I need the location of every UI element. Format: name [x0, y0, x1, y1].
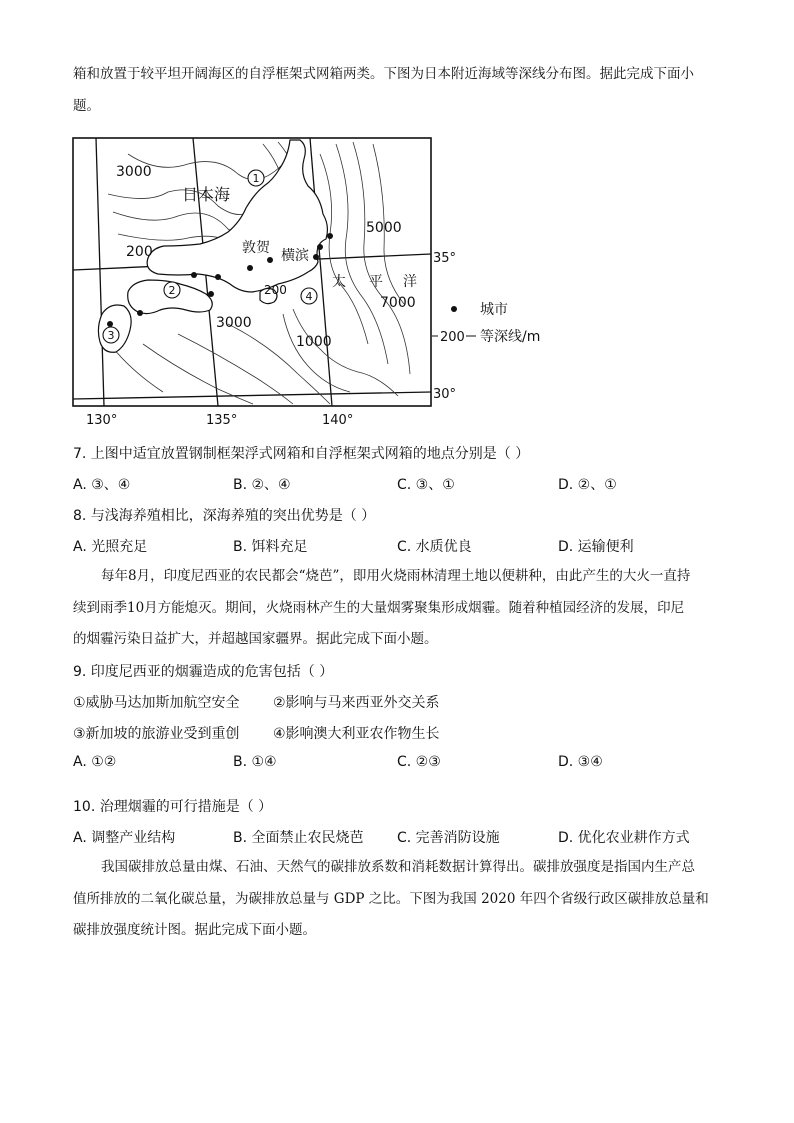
q9-item-1: ①威胁马达加斯加航空安全	[73, 695, 240, 711]
q7-option-a[interactable]: A. ③、④	[73, 477, 131, 493]
lon-label-140: 140°	[322, 413, 354, 428]
passage2-line-1: 每年8月，印度尼西亚的农民都会“烧芭”，即用火烧雨林清理土地以便耕种，由此产生的大火一直持	[101, 568, 691, 584]
city-label-yokohama: 横滨	[281, 248, 309, 264]
q9-item-3: ③新加坡的旅游业受到重创	[73, 726, 240, 742]
marker-3-label: 3	[107, 329, 115, 342]
city-dot	[317, 244, 323, 250]
depth-label-1000: 1000	[296, 334, 332, 350]
q8-stem: 8. 与浅海养殖相比，深海养殖的突出优势是（ ）	[73, 508, 376, 524]
pacific-char-1: 太	[332, 274, 346, 290]
q10-stem: 10. 治理烟霾的可行措施是（ ）	[73, 799, 273, 815]
legend-isobath-label: 等深线/m	[480, 329, 541, 345]
pacific-char-3: 洋	[403, 274, 417, 290]
q10-option-b[interactable]: B. 全面禁止农民烧芭	[233, 830, 364, 846]
q10-option-c[interactable]: C. 完善消防设施	[397, 830, 500, 846]
japan-isobath-map	[68, 134, 468, 429]
depth-label-5000: 5000	[366, 220, 402, 236]
q10-option-a[interactable]: A. 调整产业结构	[73, 830, 176, 846]
marker-4-label: 4	[305, 290, 313, 303]
meridian-140	[310, 138, 332, 406]
passage2-line-2: 续到雨季10月方能熄灭。期间，火烧雨林产生的大量烟雾聚集形成烟霾。随着种植园经济的发展，印尼	[73, 600, 685, 616]
legend-city-label: 城市	[480, 302, 508, 318]
depth-label-200-north: 200	[126, 244, 153, 260]
q9-option-d[interactable]: D. ③④	[558, 754, 603, 770]
q9-stem: 9. 印度尼西亚的烟霾造成的危害包括（ ）	[73, 664, 334, 680]
city-dot	[137, 310, 143, 316]
depth-label-200-south: 200	[264, 283, 287, 297]
city-dot	[247, 265, 253, 271]
q9-option-a[interactable]: A. ①②	[73, 754, 117, 770]
lat-label-35: 35°	[433, 251, 457, 266]
city-dot	[208, 291, 214, 297]
map-legend	[430, 296, 570, 350]
q8-option-d[interactable]: D. 运输便利	[558, 539, 634, 555]
city-dot	[313, 254, 319, 260]
depth-label-3000-south: 3000	[216, 315, 252, 331]
q9-item-2: ②影响与马来西亚外交关系	[273, 695, 440, 711]
city-dot	[107, 321, 113, 327]
legend-isobath-value: 200	[440, 330, 465, 345]
meridian-130	[96, 138, 104, 406]
depth-label-7000: 7000	[380, 295, 416, 311]
q8-option-b[interactable]: B. 饵料充足	[233, 539, 308, 555]
q7-option-c[interactable]: C. ③、①	[397, 477, 455, 493]
passage3-line-3: 碳排放强度统计图。据此完成下面小题。	[73, 922, 316, 938]
city-dot	[191, 272, 197, 278]
lon-label-130: 130°	[86, 413, 118, 428]
intro-line-1: 箱和放置于较平坦开阔海区的自浮框架式网箱两类。下图为日本附近海域等深线分布图。据此完成下面小	[73, 66, 694, 82]
passage3-line-1: 我国碳排放总量由煤、石油、天然气的碳排放系数和消耗数据计算得出。碳排放强度是指国内生产总	[101, 859, 695, 875]
city-dot	[267, 257, 273, 263]
q8-option-c[interactable]: C. 水质优良	[397, 539, 472, 555]
parallel-30	[73, 392, 431, 399]
lon-label-135: 135°	[206, 413, 238, 428]
q7-stem: 7. 上图中适宜放置钢制框架浮式网箱和自浮框架式网箱的地点分别是（ ）	[73, 446, 530, 462]
city-dot	[215, 274, 221, 280]
lat-label-30: 30°	[433, 387, 457, 402]
depth-label-3000-north: 3000	[116, 164, 152, 180]
q9-option-c[interactable]: C. ②③	[397, 754, 441, 770]
marker-2-label: 2	[168, 284, 176, 297]
q9-item-4: ④影响澳大利亚农作物生长	[273, 726, 440, 742]
pacific-char-2: 平	[369, 274, 383, 290]
city-label-tsuruga: 敦贺	[242, 240, 270, 256]
intro-line-2: 题。	[73, 98, 100, 114]
q10-option-d[interactable]: D. 优化农业耕作方式	[558, 830, 690, 846]
q8-option-a[interactable]: A. 光照充足	[73, 539, 148, 555]
city-dot	[327, 233, 333, 239]
passage3-line-2: 值所排放的二氧化碳总量，为碳排放总量与 GDP 之比。下图为我国 2020 年四个省级行政区碳排放总量和	[73, 891, 709, 907]
legend-city-dot	[451, 306, 457, 312]
marker-1-label: 1	[252, 172, 260, 185]
passage2-line-3: 的烟霾污染日益扩大，并超越国家疆界。据此完成下面小题。	[73, 631, 438, 647]
q7-option-b[interactable]: B. ②、④	[233, 477, 291, 493]
sea-of-japan-label: 日本海	[182, 185, 231, 204]
q9-option-b[interactable]: B. ①④	[233, 754, 277, 770]
q7-option-d[interactable]: D. ②、①	[558, 477, 617, 493]
